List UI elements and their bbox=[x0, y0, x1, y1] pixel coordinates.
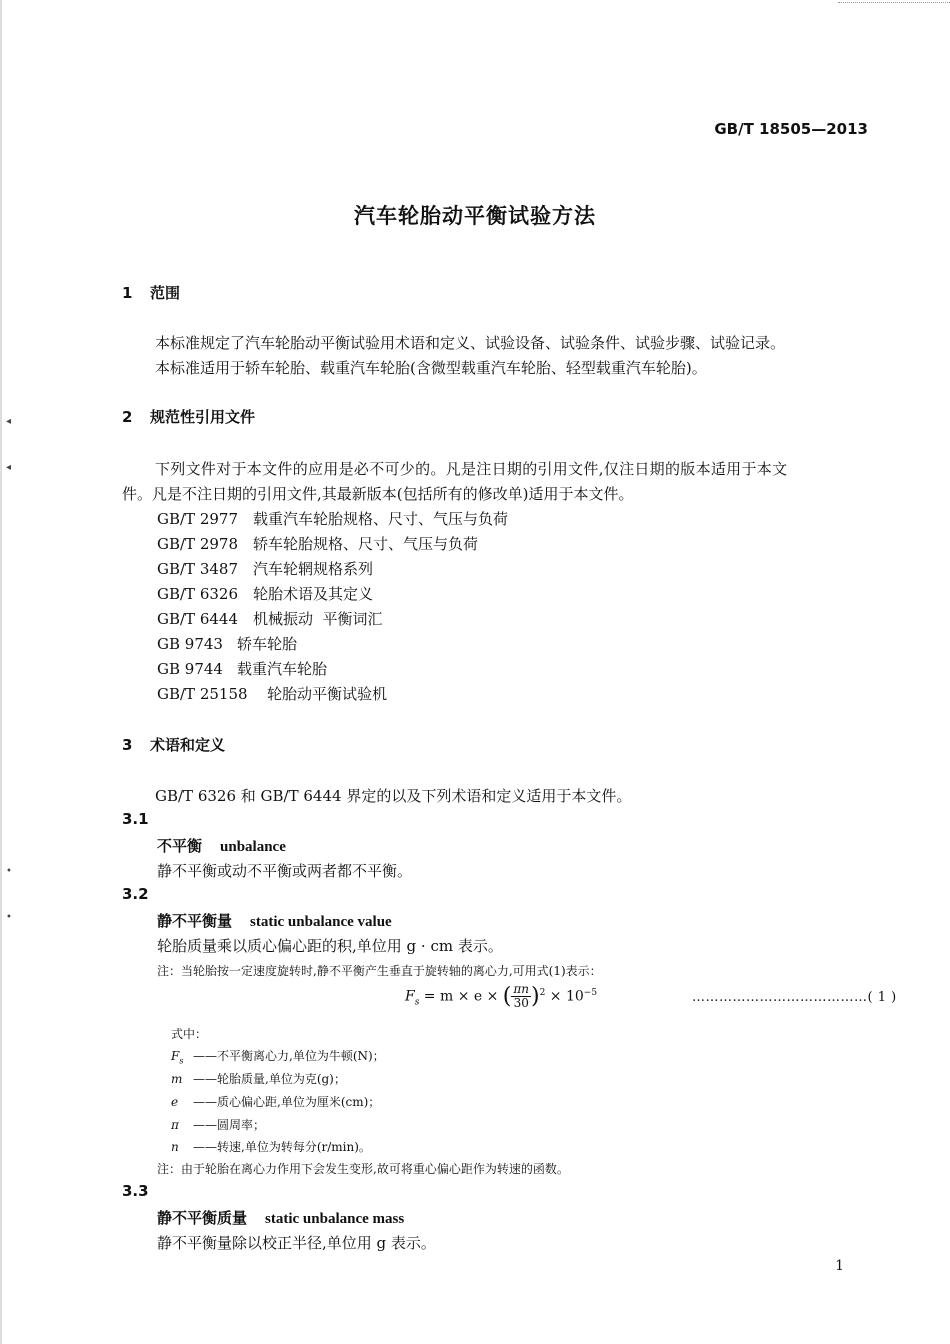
reference-code: GB/T 2978 bbox=[157, 535, 239, 553]
variable-symbol: e bbox=[171, 1095, 179, 1109]
variable-text: ——轮胎质量,单位为克(g)； bbox=[193, 1072, 346, 1086]
reference-title: 轿车轮胎规格、尺寸、气压与负荷 bbox=[253, 535, 479, 553]
variable-symbol: m bbox=[171, 1072, 183, 1086]
clause-number: 3.1 bbox=[122, 810, 149, 828]
section-number: 2 bbox=[122, 408, 133, 426]
reference-title: 载重汽车轮胎规格、尺寸、气压与负荷 bbox=[253, 510, 509, 528]
term-zh: 静不平衡质量 bbox=[157, 1209, 248, 1227]
fraction-numerator: πn bbox=[513, 982, 530, 996]
clause-number: 3.3 bbox=[122, 1182, 149, 1200]
term-zh: 不平衡 bbox=[157, 837, 203, 855]
reference-item bbox=[157, 608, 383, 629]
terms-intro: GB/T 6326 和 GB/T 6444 界定的以及下列术语和定义适用于本文件。 bbox=[155, 787, 632, 805]
reference-item bbox=[157, 533, 478, 554]
reference-title: 轿车轮胎 bbox=[237, 635, 298, 653]
reference-code: GB 9743 bbox=[157, 635, 223, 653]
formula-mid: = m × e × bbox=[419, 988, 503, 1005]
reference-code: GB/T 6444 bbox=[157, 610, 239, 628]
reference-title: 机械振动 平衡词汇 bbox=[253, 610, 383, 628]
reference-code: GB/T 6326 bbox=[157, 585, 239, 603]
term-zh: 静不平衡量 bbox=[157, 912, 233, 930]
note: 注：由于轮胎在离心力作用下会发生变形,故可将重心偏心距作为转速的函数。 bbox=[157, 1162, 569, 1176]
reference-title: 载重汽车轮胎 bbox=[237, 660, 328, 678]
fraction-denominator: 30 bbox=[513, 996, 529, 1010]
variable-symbol: π bbox=[171, 1118, 179, 1132]
formula-lhs-sub: s bbox=[414, 997, 420, 1008]
term-en: static unbalance value bbox=[250, 914, 392, 930]
section-title: 规范性引用文件 bbox=[150, 408, 256, 426]
variable-row bbox=[171, 1070, 346, 1087]
variable-text: ——不平衡离心力,单位为牛顿(N)； bbox=[193, 1049, 385, 1063]
variable-text: ——转速,单位为转每分(r/min)。 bbox=[193, 1140, 371, 1154]
scan-mark: • bbox=[6, 912, 12, 923]
scan-mark: ◂ bbox=[6, 462, 12, 473]
reference-item bbox=[157, 508, 508, 529]
equation-leader: …………………………………( bbox=[692, 990, 874, 1005]
references-paragraph-line1: 下列文件对于本文件的应用是必不可少的。凡是注日期的引用文件,仅注日期的版本适用于本文 bbox=[155, 460, 788, 478]
section-2-heading bbox=[122, 406, 255, 427]
section-title: 范围 bbox=[150, 284, 181, 302]
term-entry bbox=[157, 910, 392, 931]
term-definition: 静不平衡或动不平衡或两者都不平衡。 bbox=[157, 862, 413, 880]
term-entry bbox=[157, 1207, 404, 1228]
section-1-heading bbox=[122, 282, 180, 303]
reference-title: 轮胎动平衡试验机 bbox=[267, 685, 388, 703]
reference-item bbox=[157, 633, 297, 654]
variable-row bbox=[171, 1138, 371, 1155]
top-dotted-rule bbox=[838, 2, 950, 3]
term-entry bbox=[157, 835, 286, 856]
equation-label: 1 ) bbox=[873, 990, 897, 1005]
variable-row bbox=[171, 1116, 265, 1133]
reference-item bbox=[157, 558, 373, 579]
equation-number bbox=[692, 990, 897, 1005]
reference-title: 轮胎术语及其定义 bbox=[253, 585, 374, 603]
reference-title: 汽车轮辋规格系列 bbox=[253, 560, 374, 578]
formula-exponent: −5 bbox=[583, 987, 598, 998]
note: 注：当轮胎按一定速度旋转时,静不平衡产生垂直于旋转轴的离心力,可用式(1)表示： bbox=[157, 964, 602, 978]
standard-number: GB/T 18505—2013 bbox=[714, 120, 868, 138]
term-en: unbalance bbox=[220, 839, 286, 855]
reference-item bbox=[157, 683, 387, 704]
formula-fraction bbox=[511, 983, 531, 1010]
term-en: static unbalance mass bbox=[265, 1211, 405, 1227]
section-number: 1 bbox=[122, 284, 133, 302]
reference-item bbox=[157, 658, 327, 679]
variable-symbol: n bbox=[171, 1140, 179, 1154]
scope-paragraph-1: 本标准规定了汽车轮胎动平衡试验用术语和定义、试验设备、试验条件、试验步骤、试验记录。 bbox=[155, 334, 786, 352]
section-number: 3 bbox=[122, 736, 133, 754]
variable-row bbox=[171, 1093, 380, 1110]
page-number: 1 bbox=[835, 1258, 844, 1274]
variable-symbol: $F_s$ bbox=[171, 1049, 184, 1066]
reference-code: GB/T 2977 bbox=[157, 510, 239, 528]
clause-number: 3.2 bbox=[122, 885, 149, 903]
document-title: 汽车轮胎动平衡试验方法 bbox=[354, 204, 596, 228]
reference-code: GB/T 3487 bbox=[157, 560, 239, 578]
scan-mark: • bbox=[6, 866, 12, 877]
formula-1: $F_s = m \times e$ × ( $\frac{\pi n}{30})^2 \times 10^{-5}$ bbox=[405, 982, 598, 1010]
formula-power: 2 bbox=[539, 987, 546, 998]
reference-item bbox=[157, 583, 373, 604]
variable-text: ——圆周率； bbox=[193, 1118, 266, 1132]
section-3-heading bbox=[122, 734, 225, 755]
scan-mark: ◂ bbox=[6, 416, 12, 427]
where-label: 式中： bbox=[171, 1027, 208, 1041]
variable-row bbox=[171, 1047, 385, 1065]
references-paragraph-line2: 件。凡是不注日期的引用文件,其最新版本(包括所有的修改单)适用于本文件。 bbox=[122, 485, 634, 503]
scope-paragraph-2: 本标准适用于轿车轮胎、载重汽车轮胎(含微型载重汽车轮胎、轻型载重汽车轮胎)。 bbox=[155, 359, 707, 377]
term-definition: 静不平衡量除以校正半径,单位用 g 表示。 bbox=[157, 1234, 436, 1252]
term-definition: 轮胎质量乘以质心偏心距的积,单位用 g · cm 表示。 bbox=[157, 937, 503, 955]
reference-code: GB/T 25158 bbox=[157, 685, 248, 703]
section-title: 术语和定义 bbox=[150, 736, 226, 754]
formula-lhs: F bbox=[405, 988, 415, 1005]
reference-code: GB 9744 bbox=[157, 660, 223, 678]
variable-text: ——质心偏心距,单位为厘米(cm)； bbox=[193, 1095, 381, 1109]
formula-tail: × 10 bbox=[545, 988, 584, 1005]
